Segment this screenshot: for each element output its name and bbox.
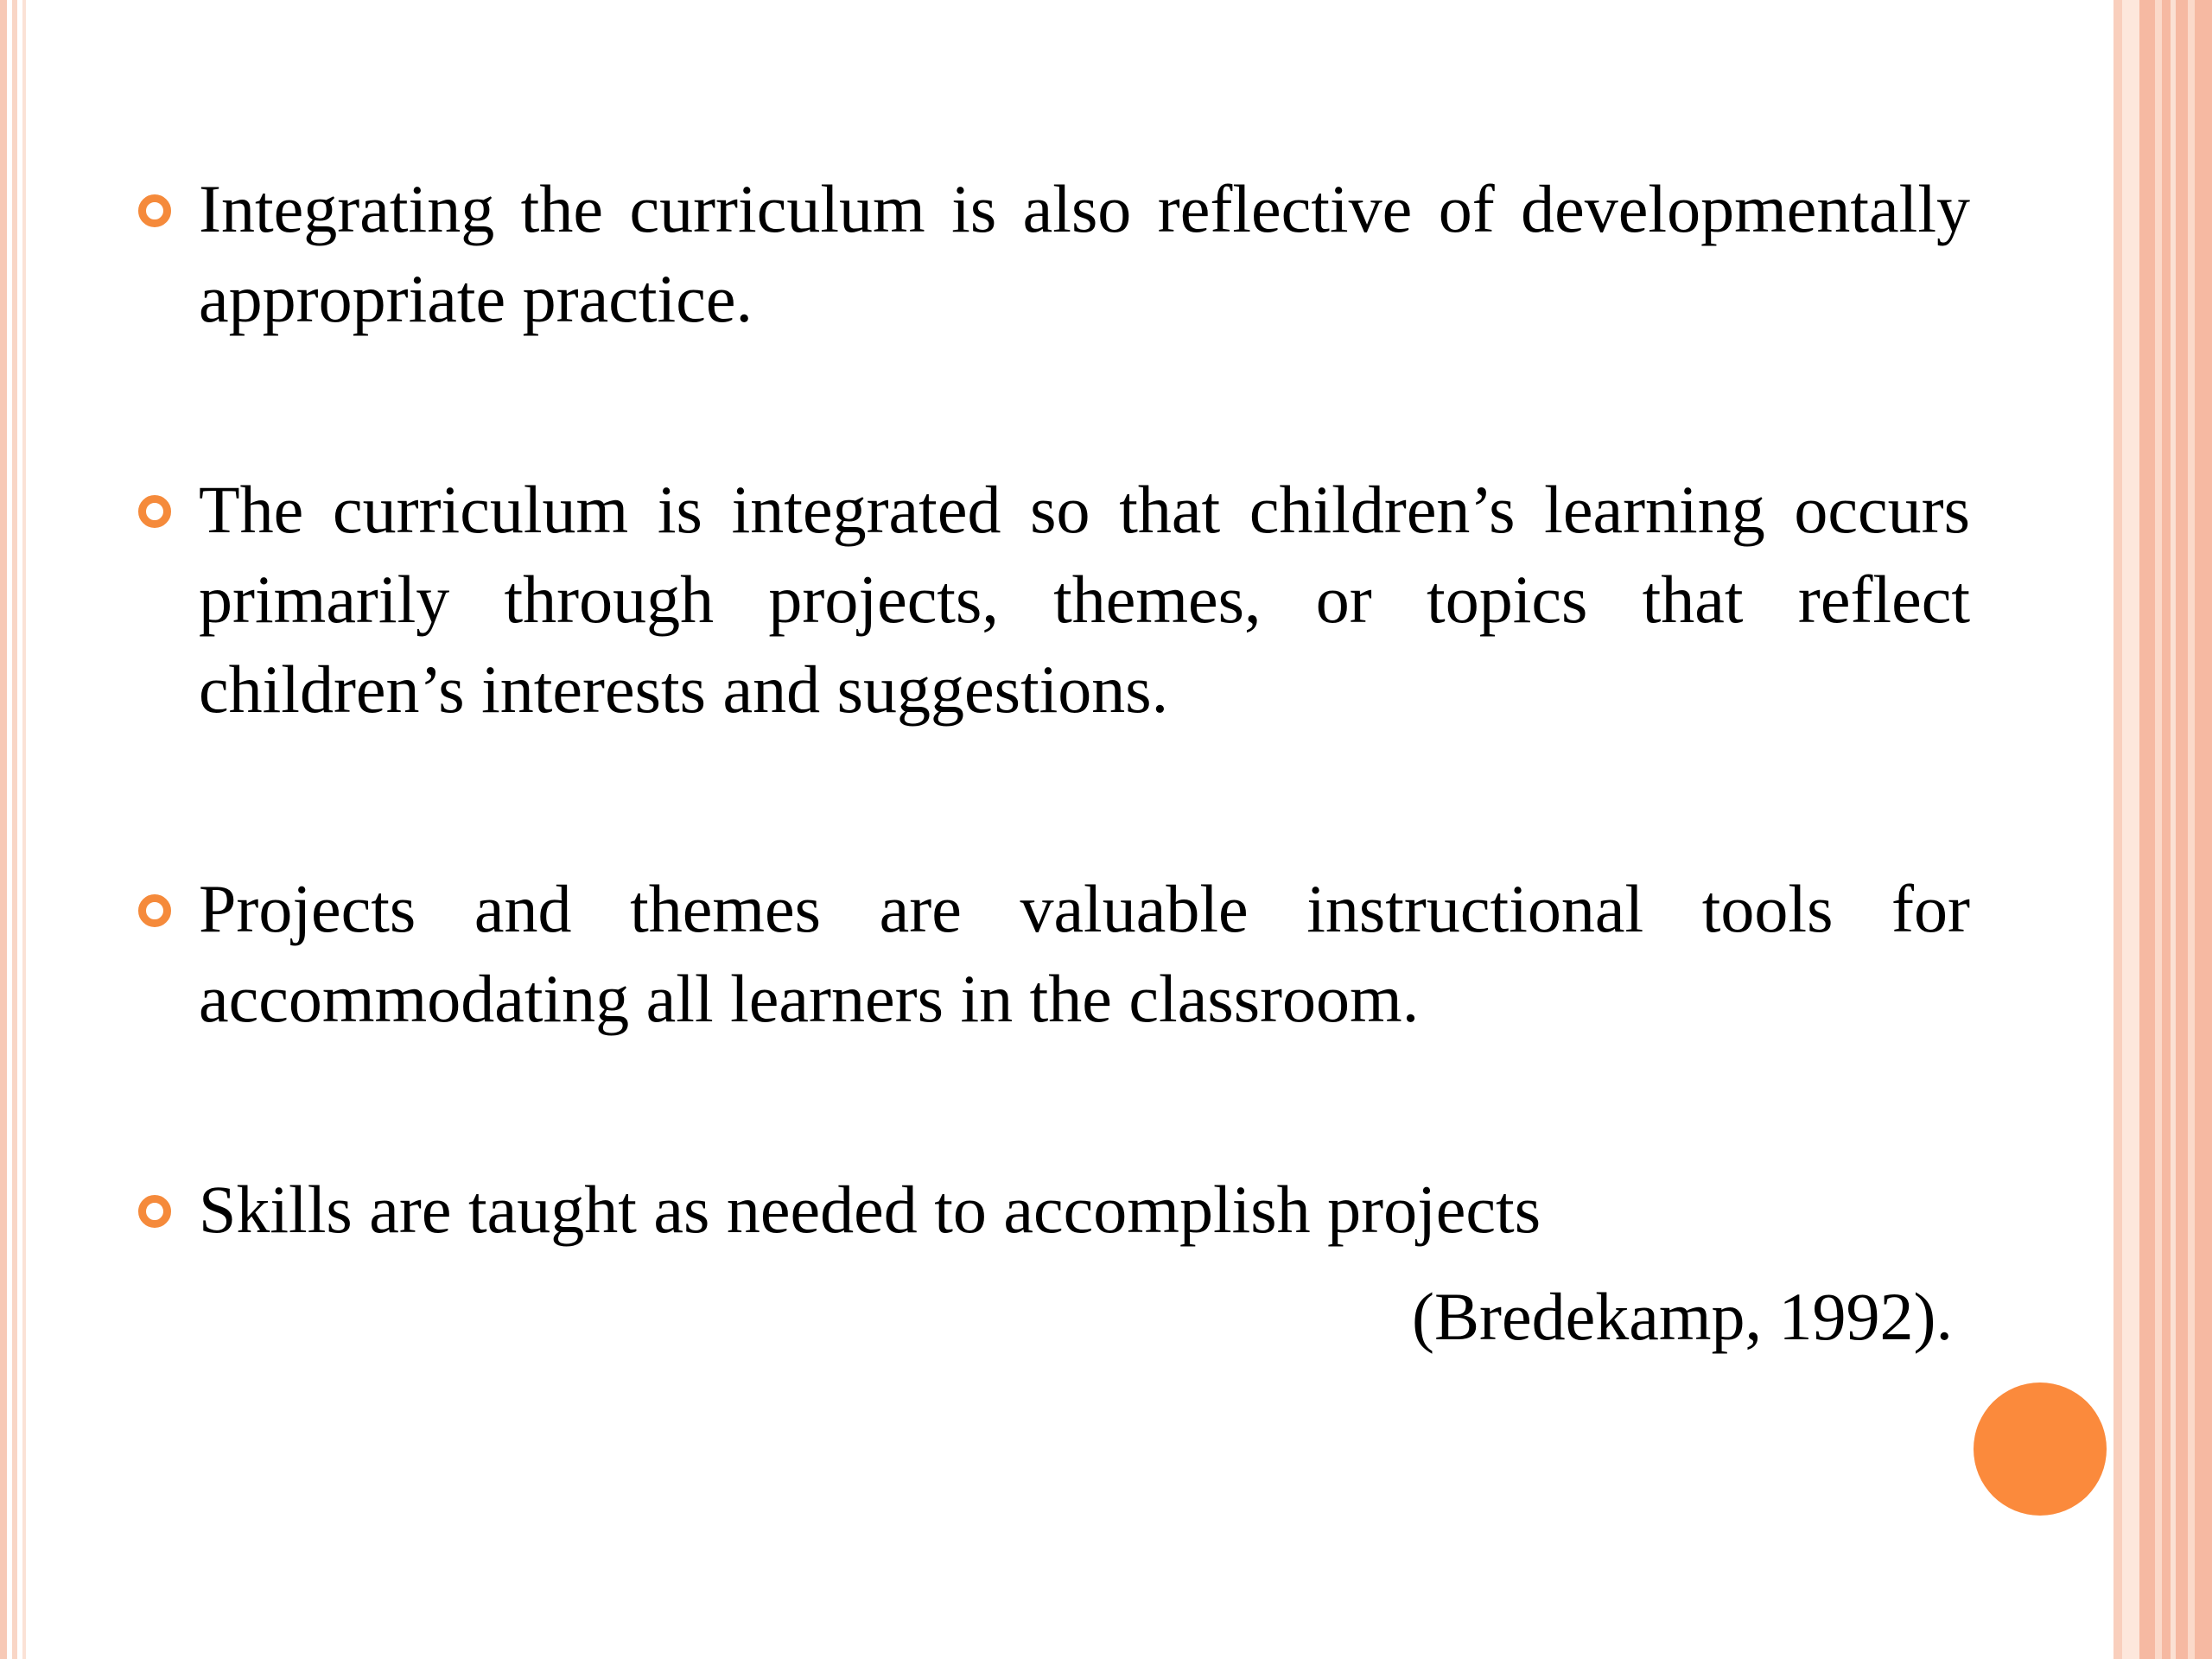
hollow-circle-bullet-icon <box>138 894 171 927</box>
right-border-stripe <box>2113 0 2122 1659</box>
right-border-stripe <box>2155 0 2162 1659</box>
hollow-circle-bullet-icon <box>138 194 171 227</box>
right-border-stripe <box>2122 0 2139 1659</box>
bullet-text: The curriculum is integrated so that children’s learning occurs primarily through projects, themes, or topics that reflect children’s interests and suggestions. <box>199 472 1970 727</box>
citation: (Bredekamp, 1992). <box>1412 1279 1953 1354</box>
bullet-item <box>130 465 1970 734</box>
bullet-text: Integrating the curriculum is also reflective of developmentally appropriate practice. <box>199 171 1970 336</box>
bullet-item <box>130 864 1970 1044</box>
bullet-text: Projects and themes are valuable instructional tools for accommodating all learners in the classroom. <box>199 871 1970 1036</box>
bullet-item <box>130 164 1970 344</box>
left-border-line <box>12 0 17 1659</box>
left-border-line <box>0 0 7 1659</box>
hollow-circle-bullet-icon <box>138 1195 171 1228</box>
right-border-stripe <box>2171 0 2176 1659</box>
bullet-item <box>130 1165 1970 1255</box>
hollow-circle-bullet-icon <box>138 495 171 528</box>
right-border-stripe <box>2188 0 2195 1659</box>
bullet-text: Skills are taught as needed to accomplish projects <box>199 1172 1541 1247</box>
right-border-stripe <box>2139 0 2212 1659</box>
slide-body <box>130 164 1970 1362</box>
left-border-line <box>22 0 26 1659</box>
orange-circle-decoration-icon <box>1974 1382 2107 1516</box>
